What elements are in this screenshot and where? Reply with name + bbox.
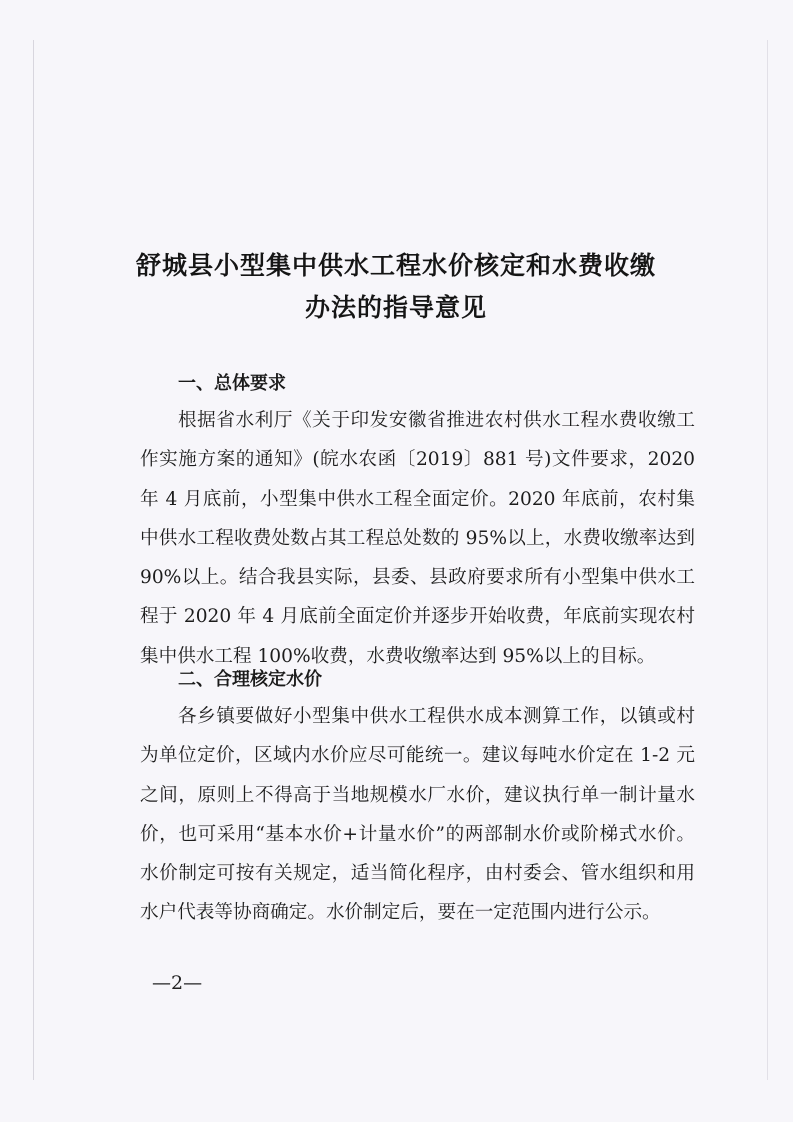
section-2-paragraph: 各乡镇要做好小型集中供水工程供水成本测算工作，以镇或村为单位定价，区域内水价应尽可能统一。建议每吨水价定在 1-2 元之间，原则上不得高于当地规模水厂水价，建议执行单一制计量水价，也可采用“基本水价+计量水价”的两部制水价或阶梯式水价。水价制定可按有关规定，适当简化程序，由村委会、管水组织和用水户代表等协商确定。水价制定后，要在一定范围内进行公示。 xyxy=(140,706,695,924)
page-edge-right xyxy=(767,40,768,1080)
section-2-heading: 二、合理核定水价 xyxy=(178,669,322,690)
document-title-line-2: 办法的指导意见 xyxy=(304,293,487,322)
section-1-paragraph: 根据省水利厅《关于印发安徽省推进农村供水工程水费收缴工作实施方案的通知》(皖水农函〔2019〕881 号)文件要求，2020 年 4 月底前，小型集中供水工程全面定价。2020 年底前，农村集中供水工程收费处数占其工程总处数的 95%以上，水费收缴率达到 90%以上。结合我县实际，县委、县政府要求所有小型集中供水工程于 2020 年 4 月底前全面定价并逐步开始收费，年底前实现农村集中供水工程 100%收费，水费收缴率达到 95%以上的目标。 xyxy=(140,410,695,667)
page-edge-left xyxy=(33,40,34,1080)
document-title-line-1: 舒城县小型集中供水工程水价核定和水费收缴 xyxy=(135,251,656,280)
section-1-heading: 一、总体要求 xyxy=(178,373,286,394)
page-number: —2— xyxy=(152,972,203,994)
